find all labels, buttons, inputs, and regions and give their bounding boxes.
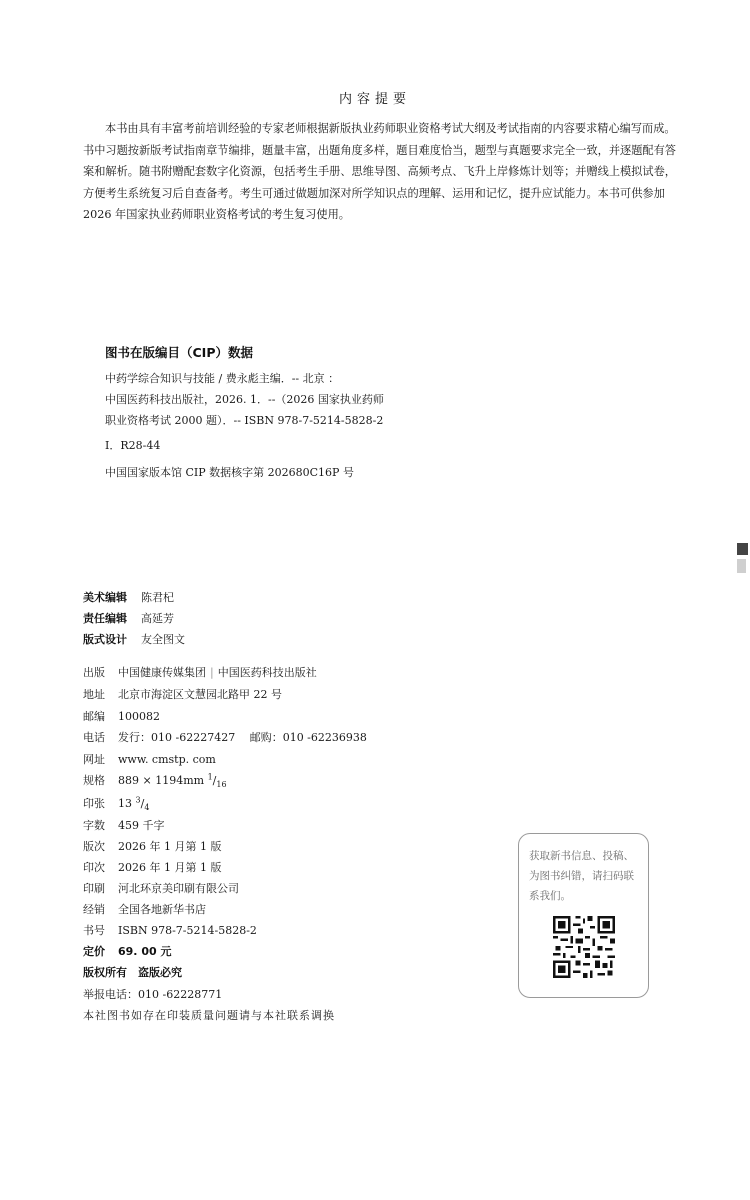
cip-title: 图书在版编目（CIP）数据 — [105, 345, 253, 360]
edition-value: 2026 年 1 月第 1 版 — [118, 840, 222, 853]
staff-label: 版式设计 — [83, 633, 127, 646]
staff-label: 美术编辑 — [83, 591, 127, 604]
cip-entry-line: 中药学综合知识与技能 / 费永彪主编．-- 北京 ： — [105, 372, 340, 385]
price-row: 定价 69. 00 元 — [83, 945, 172, 958]
isbn-row: 书号 ISBN 978-7-5214-5828-2 — [83, 924, 257, 937]
edition-row: 版次 2026 年 1 月第 1 版 — [83, 840, 222, 853]
staff-row-art-editor — [83, 589, 174, 605]
address-row: 地址 北京市海淀区文慧园北路甲 22 号 — [83, 688, 282, 701]
cip-record-number: 中国国家版本馆 CIP 数据核字第 202680C16P 号 — [105, 466, 354, 479]
qr-contact-box — [518, 833, 649, 998]
staff-label: 责任编辑 — [83, 612, 127, 625]
summary-title: 内容提要 — [338, 92, 411, 107]
cip-classification: Ⅰ．R28-44 — [105, 439, 161, 452]
format-value: 889 × 1194mm — [118, 774, 208, 787]
isbn-value: ISBN 978-7-5214-5828-2 — [118, 924, 257, 937]
website-row: 网址 www. cmstp. com — [83, 753, 216, 766]
margin-marker-icon — [737, 543, 749, 573]
summary-line: 案和解析。随书附赠配套数字化资源，包括考生手册、思维导图、高频考点、飞升上岸修炼计划等；并赠线上模拟试卷， — [83, 165, 676, 178]
staff-value: 友全图文 — [141, 633, 185, 646]
staff-value: 陈君杞 — [141, 591, 174, 604]
phone-value: 发行：010 -62227427 邮购：010 -62236938 — [118, 731, 367, 744]
quality-notice: 本社图书如存在印装质量问题请与本社联系调换 — [83, 1009, 335, 1022]
sheets-value: 13 — [118, 797, 136, 810]
printing-row: 印次 2026 年 1 月第 1 版 — [83, 861, 222, 874]
printing-value: 2026 年 1 月第 1 版 — [118, 861, 222, 874]
staff-row-layout-design — [83, 631, 185, 647]
words-value: 459 千字 — [118, 819, 165, 832]
distributor-row: 经销 全国各地新华书店 — [83, 903, 206, 916]
qr-contact-text: 获取新书信息、投稿、为图书纠错，请扫码联系我们。 — [529, 850, 634, 902]
staff-value: 高延芳 — [141, 612, 174, 625]
report-phone: 举报电话：010 -62228771 — [83, 988, 223, 1001]
qr-code-icon[interactable] — [553, 916, 615, 978]
postcode-value: 100082 — [118, 710, 160, 723]
phone-row: 电话 发行：010 -62227427 邮购：010 -62236938 — [83, 731, 367, 744]
format-row: 规格 889 × 1194mm $^1/_{16}$ — [83, 772, 227, 790]
summary-line: 2026 年国家执业药师职业资格考试的考生复习使用。 — [83, 208, 350, 221]
summary-line: 书中习题按新版考试指南章节编排，题量丰富，出题角度多样，题目难度恰当，题型与真题要求完全一致，并逐题配有答 — [83, 143, 676, 157]
printer-row: 印刷 河北环京美印刷有限公司 — [83, 882, 239, 895]
address-value: 北京市海淀区文慧园北路甲 22 号 — [118, 688, 282, 701]
distributor-value: 全国各地新华书店 — [118, 903, 206, 916]
summary-line: 方便考生系统复习后自查备考。考生可通过做题加深对所学知识点的理解、运用和记忆，提升应试能力。本书可供参加 — [83, 186, 665, 200]
staff-row-responsible-editor — [83, 610, 174, 626]
printer-value: 河北环京美印刷有限公司 — [118, 882, 239, 895]
price-value: 69. 00 元 — [118, 945, 172, 958]
publisher-row: 出版 中国健康传媒集团 | 中国医药科技出版社 — [83, 666, 317, 679]
publisher-group: 中国健康传媒集团 — [118, 666, 206, 679]
cip-entry-line: 中国医药科技出版社，2026. 1．--（2026 国家执业药师 — [105, 393, 384, 406]
words-row: 字数 459 千字 — [83, 819, 165, 832]
rights-notice: 版权所有 盗版必究 — [83, 966, 182, 979]
publisher-name: 中国医药科技出版社 — [217, 666, 317, 679]
cip-entry-line: 职业资格考试 2000 题）．-- ISBN 978-7-5214-5828-2 — [105, 414, 384, 427]
postcode-row: 邮编 100082 — [83, 710, 160, 723]
sheets-row: 印张 13 $^3/_4$ — [83, 795, 150, 813]
summary-line: 本书由具有丰富考前培训经验的专家老师根据新版执业药师职业资格考试大纲及考试指南的内容要求精心编写而成。 — [105, 122, 676, 135]
website-value: www. cmstp. com — [118, 753, 216, 766]
summary-body — [83, 118, 689, 226]
